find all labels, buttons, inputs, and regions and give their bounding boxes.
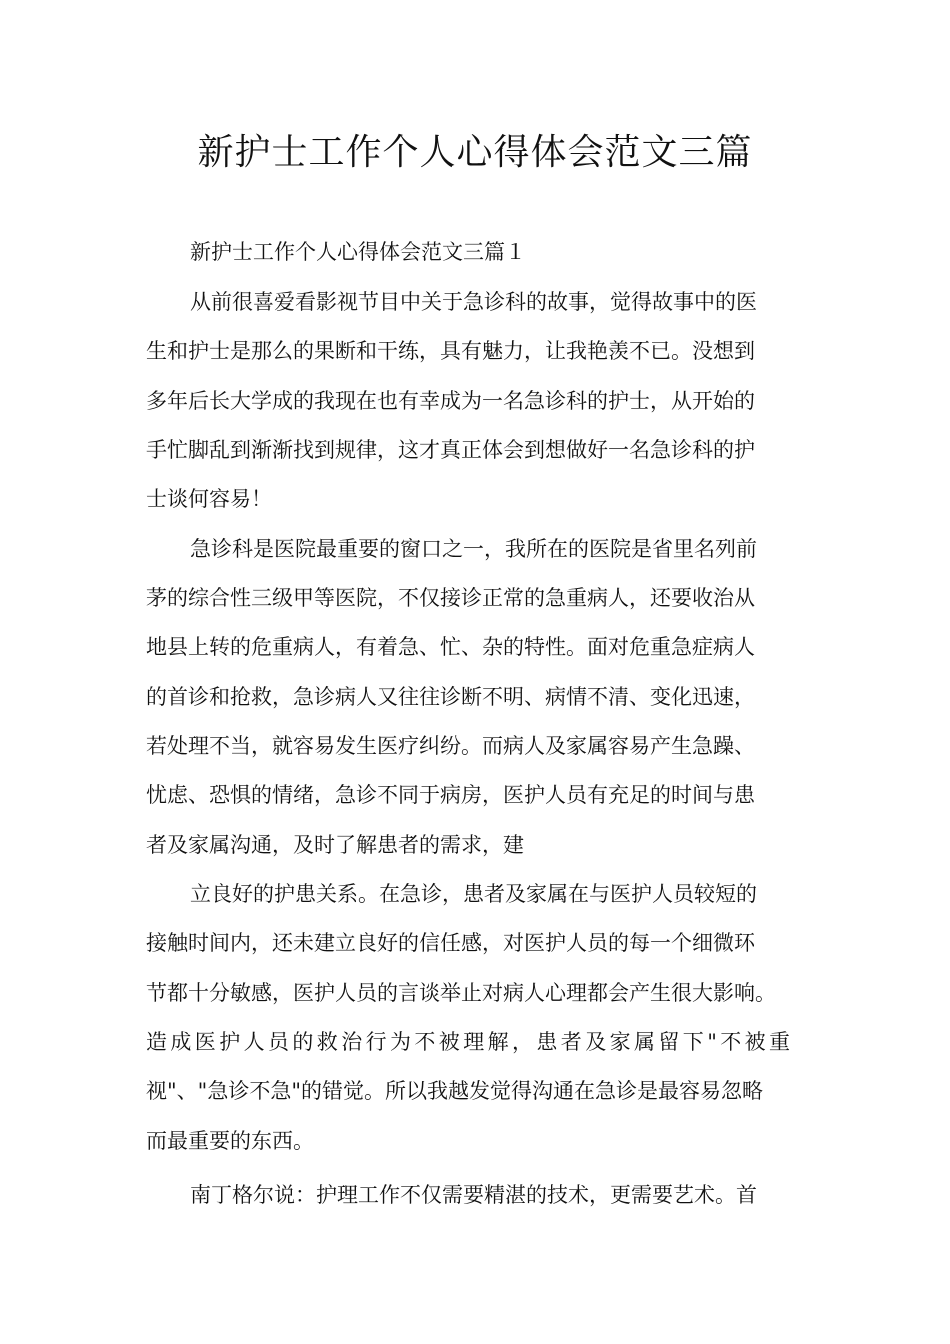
paragraph-line: 手忙脚乱到渐渐找到规律，这才真正体会到想做好一名急诊科的护 <box>146 438 755 462</box>
paragraph-line: 地县上转的危重病人，有着急、忙、杂的特性。面对危重急症病人 <box>146 635 755 659</box>
paragraph-line: 从前很喜爱看影视节目中关于急诊科的故事，觉得故事中的医 <box>190 290 757 314</box>
paragraph-line: 而最重要的东西。 <box>146 1129 314 1153</box>
paragraph-line: 急诊科是医院最重要的窗口之一，我所在的医院是省里名列前 <box>190 537 757 561</box>
paragraph-line: 生和护士是那么的果断和干练，具有魅力，让我艳羡不已。没想到 <box>146 339 755 363</box>
paragraph-line: 茅的综合性三级甲等医院，不仅接诊正常的急重病人，还要收治从 <box>146 586 755 610</box>
paragraph-line: 士谈何容易！ <box>146 487 272 511</box>
section-heading: 新护士工作个人心得体会范文三篇１ <box>190 240 526 264</box>
paragraph-line: 立良好的护患关系。在急诊，患者及家属在与医护人员较短的 <box>190 882 757 906</box>
paragraph-line: 多年后长大学成的我现在也有幸成为一名急诊科的护士，从开始的 <box>146 389 755 413</box>
paragraph-line: 节都十分敏感，医护人员的言谈举止对病人心理都会产生很大影响。 <box>146 981 776 1005</box>
paragraph-line: 者及家属沟通，及时了解患者的需求，建 <box>146 833 524 857</box>
paragraph-line: 南丁格尔说：护理工作不仅需要精湛的技术，更需要艺术。首 <box>190 1183 757 1207</box>
paragraph-line: 造成医护人员的救治行为不被理解，患者及家属留下"不被重 <box>146 1030 794 1054</box>
document-title: 新护士工作个人心得体会范文三篇 <box>197 132 753 173</box>
paragraph-line: 的首诊和抢救，急诊病人又往往诊断不明、病情不清、变化迅速， <box>146 685 755 709</box>
paragraph-line: 视"、"急诊不急"的错觉。所以我越发觉得沟通在急诊是最容易忽略 <box>146 1079 763 1103</box>
paragraph-line: 若处理不当，就容易发生医疗纠纷。而病人及家属容易产生急躁、 <box>146 734 755 758</box>
paragraph-line: 接触时间内，还未建立良好的信任感，对医护人员的每一个细微环 <box>146 931 755 955</box>
paragraph-line: 忧虑、恐惧的情绪，急诊不同于病房，医护人员有充足的时间与患 <box>146 783 755 807</box>
